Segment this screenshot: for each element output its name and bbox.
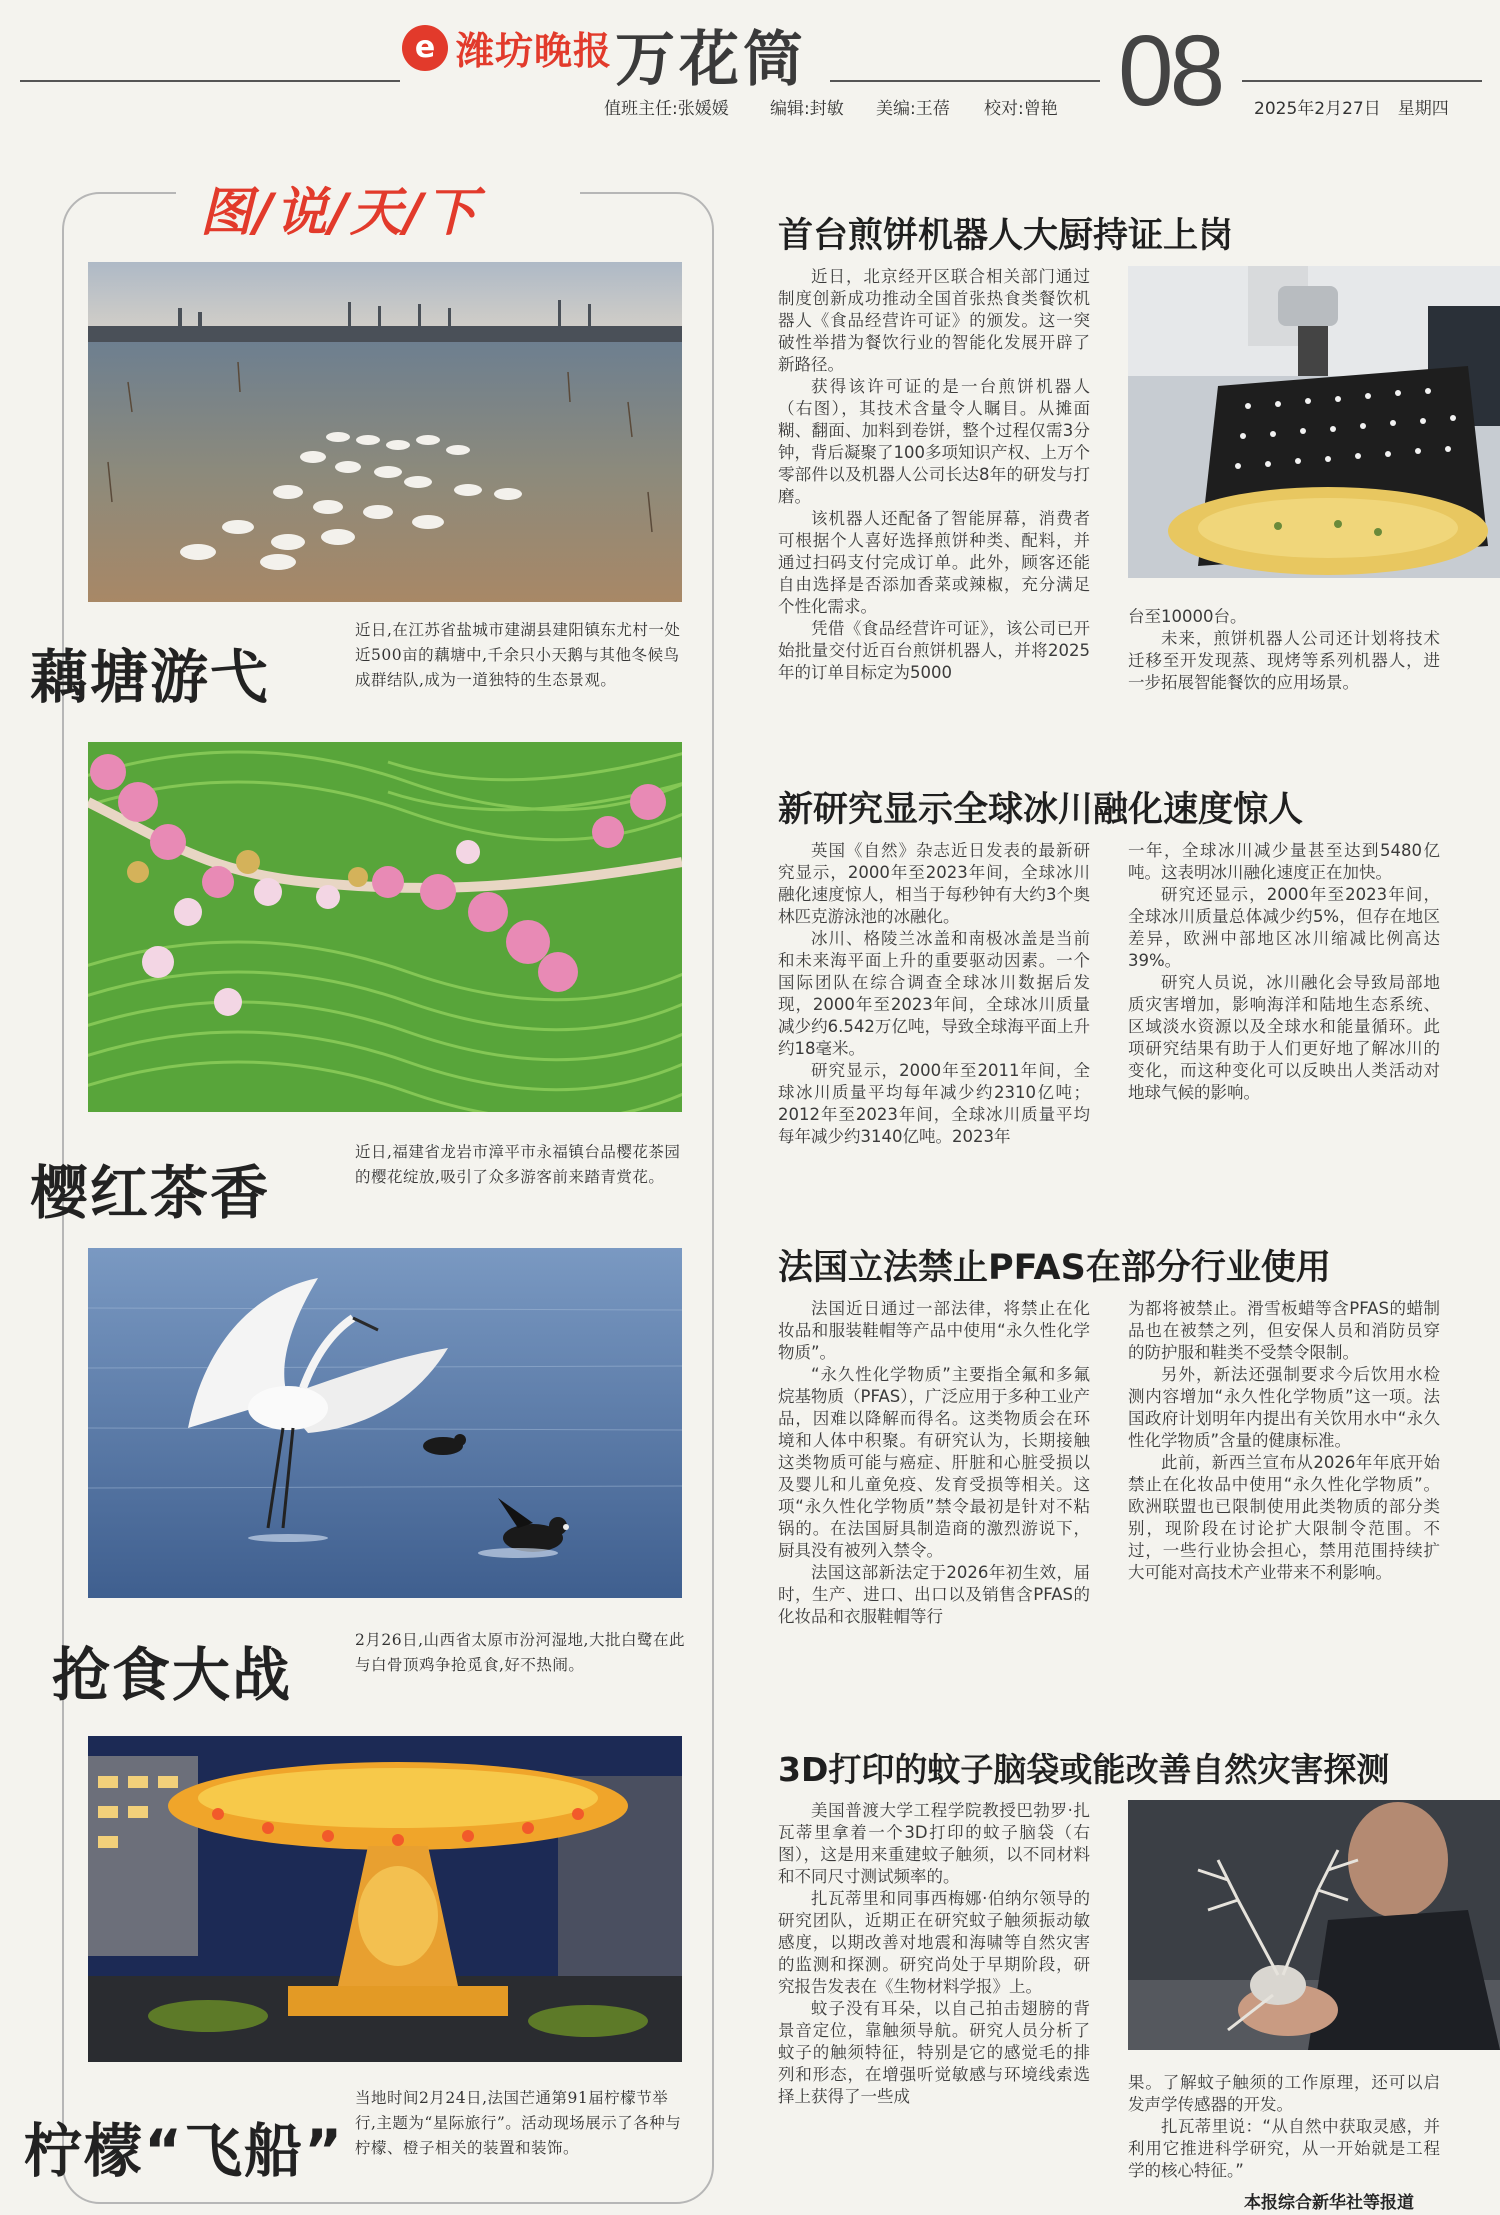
article-4-col-2 [1128,2072,1440,2182]
picture-title-2: 樱红茶香 [30,1159,271,1227]
article-2-col-1 [778,840,1090,1148]
picture-caption-4: 当地时间2月24日,法国芒通第91届柠檬节举行,主题为“星际旅行”。活动现场展示了各种与柠檬、橙子相关的装置和装饰。 [355,2089,682,2157]
staff-proofreader: 校对:曾艳 [984,99,1058,119]
article-3-para: 为都将被禁止。滑雪板蜡等含PFAS的蜡制品也在被禁之列，但安保人员和消防员穿的防护服和鞋类不受禁令限制。 [1128,1299,1440,1362]
article-2-para: 一年，全球冰川减少量甚至达到5480亿吨。这表明冰川融化速度正在加快。 [1128,841,1440,882]
masthead-rule-left [20,80,400,82]
article-1-para: 该机器人还配备了智能屏幕，消费者可根据个人喜好选择煎饼种类、配料，并通过扫码支付完成订单。此外，顾客还能自由选择是否添加香菜或辣椒，充分满足个性化需求。 [778,509,1090,616]
article-4-col-1 [778,1800,1090,2108]
article-2-para: 研究显示，2000年至2011年间，全球冰川质量平均每年减少约2310亿吨；2012年至2023年间，全球冰川质量平均每年减少约3140亿吨。2023年 [778,1061,1090,1146]
logo-mark-icon: e [402,25,448,71]
section-title: 万花筒 [615,25,807,95]
article-1-headline: 首台煎饼机器人大厨持证上岗 [778,216,1234,256]
newspaper-name: 潍坊晚报 [456,29,613,73]
masthead-rule-mid [830,80,1100,82]
article-3-para: “永久性化学物质”主要指全氟和多氟烷基物质（PFAS），广泛应用于多种工业产品，因难以降解而得名。这类物质会在环境和人体中积聚。有研究认为，长期接触这类物质可能与癌症、肝脏和心脏受损以及婴儿和儿童免疫、发育受损等相关。这项“永久性化学物质”禁令最初是针对不粘锅的。在法国厨具制造商的激烈游说下，厨具没有被列入禁令。 [778,1365,1090,1560]
article-4-para: 美国普渡大学工程学院教授巴勃罗·扎瓦蒂里拿着一个3D打印的蚊子脑袋（右图），这是用来重建蚊子触须，以不同材料和不同尺寸测试频率的。 [778,1801,1090,1886]
article-3-col-2 [1128,1298,1440,1584]
article-3-para: 法国近日通过一部法律，将禁止在化妆品和服装鞋帽等产品中使用“永久性化学物质”。 [778,1299,1090,1362]
newspaper-logo [402,20,612,75]
article-2-para: 冰川、格陵兰冰盖和南极冰盖是当前和未来海平面上升的重要驱动因素。一个国际团队在综合调查全球冰川数据后发现，2000年至2023年间，全球冰川质量减少约6.542万亿吨，导致全球海平面上升约18毫米。 [778,929,1090,1058]
picture-title-1: 藕塘游弋 [30,643,271,711]
article-3-para: 此前，新西兰宣布从2026年年底开始禁止在化妆品中使用“永久性化学物质”。欧洲联盟也已限制使用此类物质的部分类别，现阶段在讨论扩大限制令范围。不过，一些行业协会担心，禁用范围持续扩大可能对高技术产业带来不利影响。 [1128,1453,1440,1582]
picture-title-3: 抢食大战 [52,1641,293,1709]
page-number: 08 [1118,15,1222,127]
article-1-para: 台至10000台。 [1128,607,1247,626]
issue-date: 2025年2月27日 星期四 [1254,99,1449,119]
article-4-para: 扎瓦蒂里和同事西梅娜·伯纳尔领导的研究团队，近期正在研究蚊子触须振动敏感度，以期改善对地震和海啸等自然灾害的监测和探测。研究尚处于早期阶段，研究报告发表在《生物材料学报》上。 [778,1889,1090,1996]
article-2-headline: 新研究显示全球冰川融化速度惊人 [778,790,1304,830]
photo-pancake-robot [1128,266,1500,578]
staff-editor: 编辑:封敏 [770,99,844,119]
article-1-para: 近日，北京经开区联合相关部门通过制度创新成功推动全国首张热食类餐饮机器人《食品经营许可证》的颁发。这一突破性举措为餐饮行业的智能化发展开辟了新路径。 [778,267,1090,374]
article-3-para: 另外，新法还强制要求今后饮用水检测内容增加“永久性化学物质”这一项。法国政府计划明年内提出有关饮用水中“永久性化学物质”含量的健康标准。 [1128,1365,1440,1450]
picture-column-header: 图/说/天/下 [200,183,479,243]
article-1-para: 获得该许可证的是一台煎饼机器人（右图），其技术含量令人瞩目。从摊面糊、翻面、加料到卷饼，整个过程仅需3分钟，背后凝聚了100多项知识产权、上万个零部件以及机器人公司长达8年的研发与打磨。 [778,377,1090,506]
picture-caption-2: 近日,福建省龙岩市漳平市永福镇台品樱花茶园的樱花绽放,吸引了众多游客前来踏青赏花。 [355,1143,681,1186]
article-1-col-2 [1128,606,1440,694]
staff-duty-editor: 值班主任:张媛媛 [604,99,729,119]
photo-mosquito-head-model [1128,1800,1500,2050]
photo-lemon-spaceship [88,1736,682,2062]
article-2-para: 英国《自然》杂志近日发表的最新研究显示，2000年至2023年间，全球冰川融化速度惊人，相当于每秒钟有大约3个奥林匹克游泳池的冰融化。 [778,841,1090,926]
article-4-para: 扎瓦蒂里说：“从自然中获取灵感，并利用它推进科学研究，从一开始就是工程学的核心特征。” [1128,2117,1440,2180]
article-3-para: 法国这部新法定于2026年初生效，届时，生产、进口、出口以及销售含PFAS的化妆品和衣服鞋帽等行 [778,1563,1090,1626]
article-2-para: 研究还显示，2000年至2023年间，全球冰川质量总体减少约5%，但存在地区差异，欧洲中部地区冰川缩减比例高达39%。 [1128,885,1440,970]
picture-caption-1: 近日,在江苏省盐城市建湖县建阳镇东尤村一处近500亩的藕塘中,千余只小天鹅与其他冬候鸟成群结队,成为一道独特的生态景观。 [355,621,681,689]
article-1-para: 未来，煎饼机器人公司还计划将技术迁移至开发现蒸、现烤等系列机器人，进一步拓展智能餐饮的应用场景。 [1128,629,1440,692]
photo-egret-coots [88,1248,682,1598]
article-4-headline: 3D打印的蚊子脑袋或能改善自然灾害探测 [778,1750,1390,1789]
photo-swans [88,262,682,602]
article-4-para: 果。了解蚊子触须的工作原理，还可以启发声学传感器的开发。 [1128,2073,1440,2114]
picture-caption-3: 2月26日,山西省太原市汾河湿地,大批白鹭在此与白骨顶鸡争抢觅食,好不热闹。 [355,1631,685,1674]
article-4-para: 蚊子没有耳朵，以自己拍击翅膀的背景音定位，靠触须导航。研究人员分析了蚊子的触须特征，特别是它的感觉毛的排列和形态，在增强听觉敏感与环境线索选择上获得了一些成 [778,1999,1090,2106]
article-2-col-2 [1128,840,1440,1104]
masthead-rule-right [1242,80,1482,82]
article-2-para: 研究人员说，冰川融化会导致局部地质灾害增加，影响海洋和陆地生态系统、区域淡水资源以及全球水和能量循环。此项研究结果有助于人们更好地了解冰川的变化，而这种变化可以反映出人类活动对地球气候的影响。 [1128,973,1440,1102]
article-1-col-1 [778,266,1090,684]
staff-art-editor: 美编:王蓓 [876,99,950,119]
picture-title-4: 柠檬“飞船” [24,2117,345,2185]
photo-tea-garden [88,742,682,1112]
article-3-col-1 [778,1298,1090,1628]
source-credit: 本报综合新华社等报道 [1244,2193,1414,2213]
article-1-para: 凭借《食品经营许可证》，该公司已开始批量交付近百台煎饼机器人，并将2025年的订单目标定为5000 [778,619,1090,682]
article-3-headline: 法国立法禁止PFAS在部分行业使用 [778,1248,1331,1288]
